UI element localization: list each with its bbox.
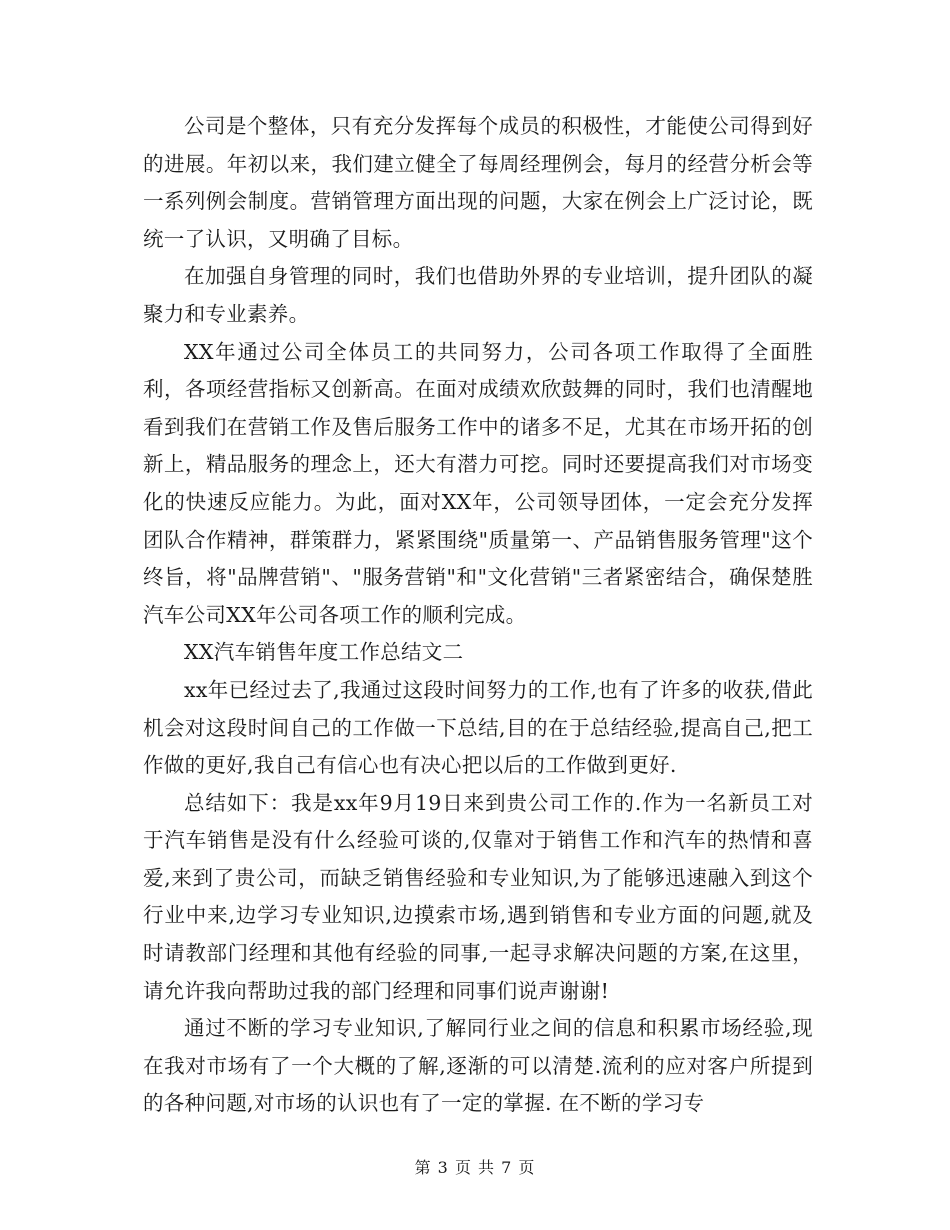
paragraph-2: 在加强自身管理的同时，我们也借助外界的专业培训，提升团队的凝聚力和专业素养。	[143, 264, 813, 326]
paragraph-7: 通过不断的学习专业知识,了解同行业之间的信息和积累市场经验,现在我对市场有了一个大概的了解,逐渐的可以清楚.流利的应对客户所提到的各种问题,对市场的认识也有了一定的掌握. 在不断的学习专	[143, 1016, 813, 1116]
paragraph-5: xx年已经过去了,我通过这段时间努力的工作,也有了许多的收获,借此机会对这段时间自己的工作做一下总结,目的在于总结经验,提高自己,把工作做的更好,我自己有信心也有决心把以后的工作做到更好.	[143, 677, 813, 778]
paragraph-3: XX年通过公司全体员工的共同努力，公司各项工作取得了全面胜利，各项经营指标又创新高。在面对成绩欢欣鼓舞的同时，我们也清醒地看到我们在营销工作及售后服务工作中的诸多不足，尤其在市场开拓的创新上，精品服务的理念上，还大有潜力可挖。同时还要提高我们对市场变化的快速反应能力。为此，面对XX年，公司领导团体，一定会充分发挥团队合作精神，群策群力，紧紧围绕"质量第一、产品销售服务管理"这个终旨，将"品牌营销"、"服务营销"和"文化营销"三者紧密结合，确保楚胜汽车公司XX年公司各项工作的顺利完成。	[143, 339, 813, 627]
paragraph-1: 公司是个整体，只有充分发挥每个成员的积极性，才能使公司得到好的进展。年初以来，我们建立健全了每周经理例会，每月的经营分析会等一系列例会制度。营销管理方面出现的问题，大家在例会上广泛讨论，既统一了认识，又明确了目标。	[143, 114, 813, 251]
document-body	[143, 108, 813, 1123]
page-number-footer: 第 3 页 共 7 页	[414, 1158, 536, 1177]
paragraph-6: 总结如下：我是xx年9月19日来到贵公司工作的.作为一名新员工对于汽车销售是没有什么经验可谈的,仅靠对于销售工作和汽车的热情和喜爱,来到了贵公司，而缺乏销售经验和专业知识,为了能够迅速融入到这个行业中来,边学习专业知识,边摸索市场,遇到销售和专业方面的问题,就及时请教部门经理和其他有经验的同事,一起寻求解决问题的方案,在这里，请允许我向帮助过我的部门经理和同事们说声谢谢!	[143, 790, 813, 1003]
section-heading: XX汽车销售年度工作总结文二	[184, 640, 464, 665]
